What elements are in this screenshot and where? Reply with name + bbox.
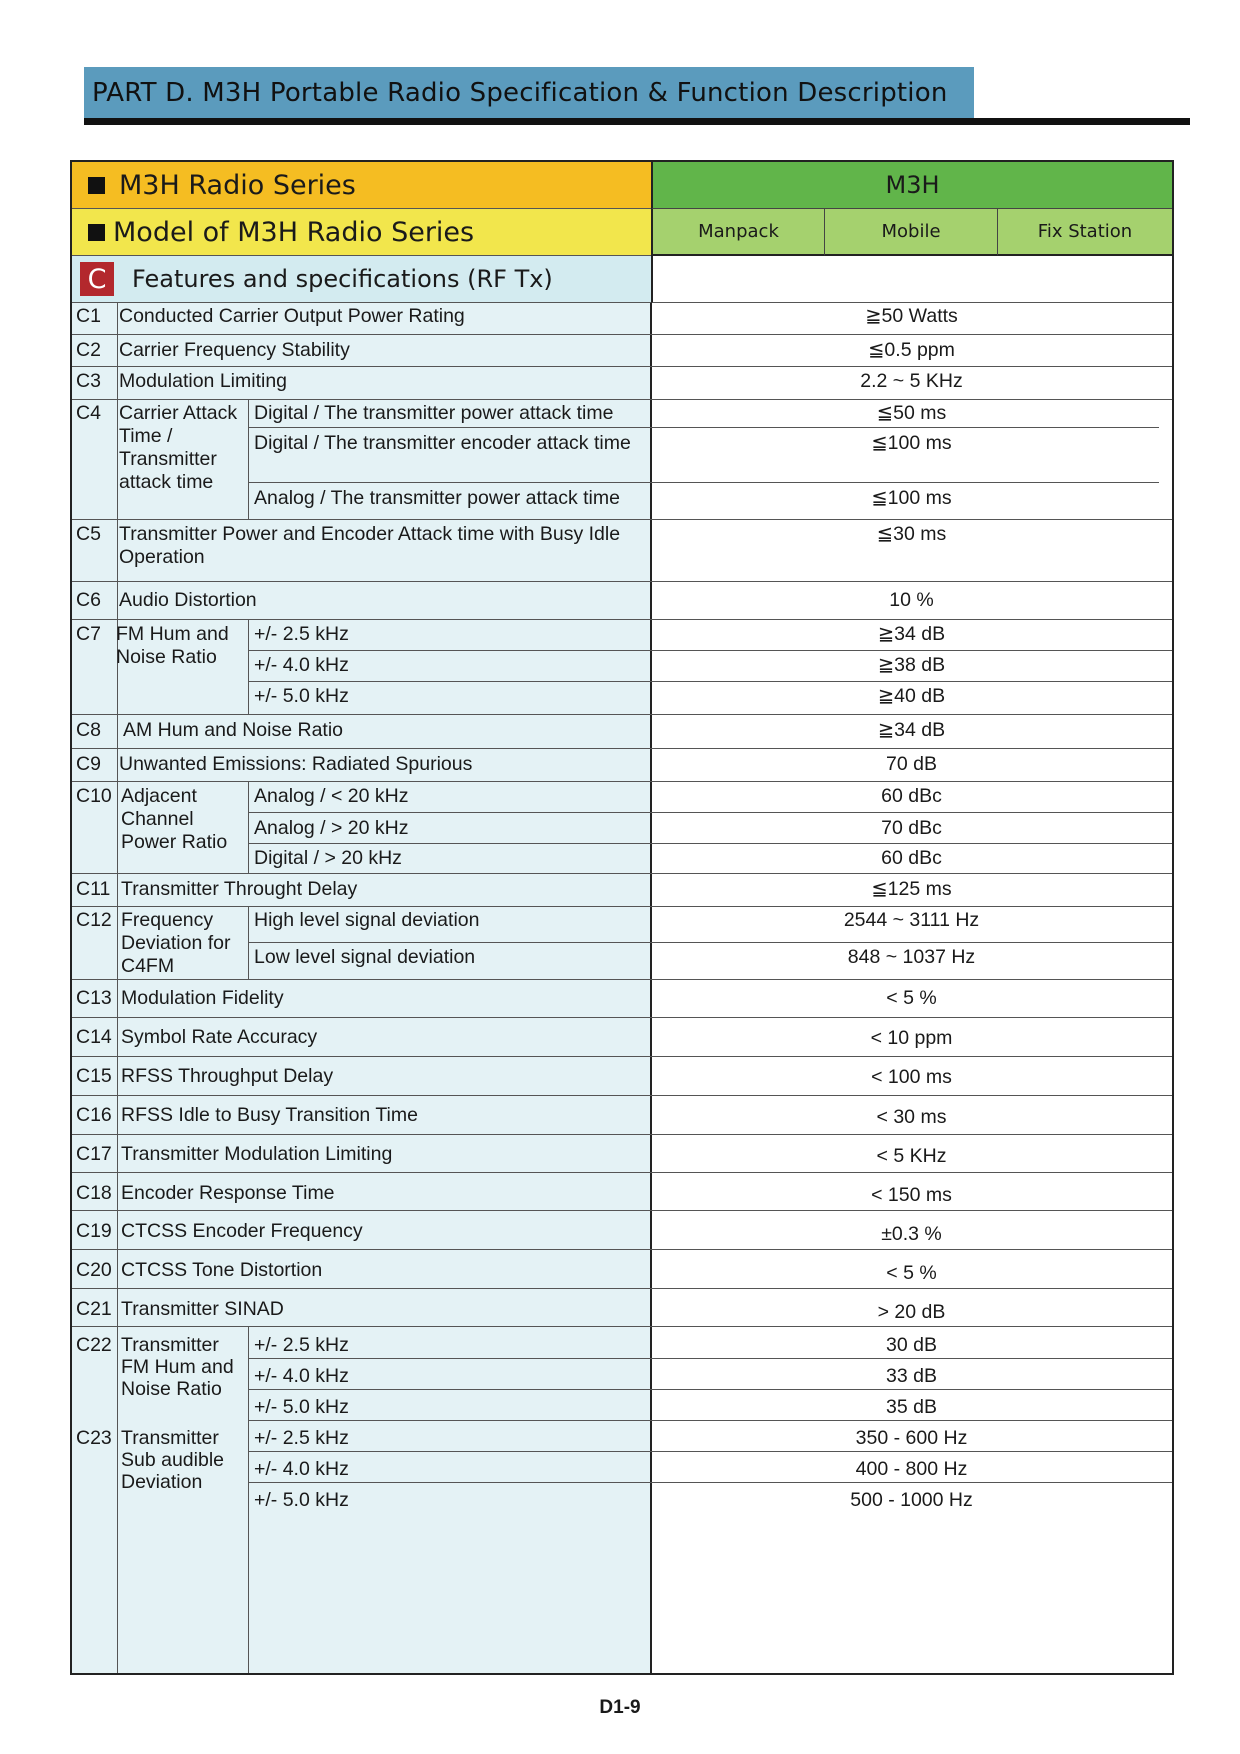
square-bullet-icon: [88, 224, 105, 241]
row-divider: [72, 781, 1172, 782]
variant-fix-station: Fix Station: [997, 209, 1172, 256]
product-header: M3H: [651, 162, 1172, 209]
model-label: Model of M3H Radio Series: [113, 216, 475, 248]
sub-row-divider: [249, 1420, 1172, 1421]
sub-label: Analog / The transmitter power attack time: [254, 487, 620, 509]
row-label: Transmitter SINAD: [121, 1298, 284, 1320]
row-label: CTCSS Encoder Frequency: [121, 1220, 363, 1242]
row-divider: [72, 873, 1172, 874]
row-label: Carrier Attack Time / Transmitter attack time: [119, 402, 238, 493]
row-code: C22: [76, 1334, 112, 1356]
section-badge: C: [80, 262, 114, 296]
c10-sub-divider: [248, 781, 249, 873]
row-value: < 10 ppm: [870, 1027, 953, 1049]
row-code: C20: [76, 1259, 112, 1281]
row-divider: [72, 1172, 1172, 1173]
row-value: < 5 %: [886, 987, 937, 1009]
row-label: Encoder Response Time: [121, 1182, 335, 1204]
row-value: 10 %: [889, 589, 934, 611]
row-label: RFSS Throughput Delay: [121, 1065, 334, 1087]
row-code: C3: [76, 370, 101, 392]
sub-value: 60 dBc: [881, 785, 942, 807]
sub-label: +/- 2.5 kHz: [254, 1427, 349, 1449]
row-code: C17: [76, 1143, 112, 1165]
variant-manpack: Manpack: [651, 209, 824, 256]
row-label: Unwanted Emissions: Radiated Spurious: [119, 753, 473, 775]
sub-row-divider: [249, 942, 1172, 943]
variant-mobile: Mobile: [824, 209, 997, 256]
row-value: ≧34 dB: [877, 719, 946, 741]
c4-sub-divider: [248, 399, 249, 519]
sub-row-divider: [249, 427, 1159, 428]
row-label: Audio Distortion: [119, 589, 257, 611]
sub-row-divider: [249, 843, 1172, 844]
row-value: 70 dB: [886, 753, 937, 775]
code-column-divider: [117, 303, 118, 1673]
row-label: RFSS Idle to Busy Transition Time: [121, 1104, 418, 1126]
sub-value: 30 dB: [886, 1334, 937, 1356]
row-label: Transmitter Sub audible Deviation: [121, 1427, 225, 1493]
sub-row-divider: [249, 1358, 1172, 1359]
row-code: C14: [76, 1026, 112, 1048]
sub-label: Digital / The transmitter encoder attack time: [254, 432, 631, 454]
row-label: FM Hum and Noise Ratio: [116, 623, 229, 668]
section-label: Features and specifications (RF Tx): [132, 265, 553, 293]
row-value: < 30 ms: [876, 1106, 947, 1128]
row-value: ±0.3 %: [881, 1223, 942, 1245]
sub-label: +/- 5.0 kHz: [254, 1489, 349, 1511]
row-divider: [72, 1326, 1172, 1327]
row-code: C18: [76, 1182, 112, 1204]
row-label: Carrier Frequency Stability: [119, 339, 350, 361]
row-code: C12: [76, 909, 112, 931]
sub-value: 848 ~ 1037 Hz: [847, 946, 976, 968]
sub-row-divider: [249, 1482, 1172, 1483]
sub-value: 400 - 800 Hz: [855, 1458, 968, 1480]
sub-row-divider: [249, 812, 1172, 813]
row-divider: [72, 979, 1172, 980]
row-value: ≧50 Watts: [865, 305, 958, 327]
page-title: PART D. M3H Portable Radio Specification & Function Description: [92, 78, 948, 108]
row-label: Modulation Limiting: [119, 370, 288, 392]
row-code: C10: [76, 785, 112, 807]
row-code: C5: [76, 523, 101, 545]
sub-row-divider: [249, 681, 1172, 682]
sub-value: 70 dBc: [881, 817, 942, 839]
sub-label: +/- 4.0 kHz: [254, 1458, 349, 1480]
sub-value: 60 dBc: [881, 847, 942, 869]
c22-c23-sub-divider: [248, 1326, 249, 1673]
series-header: [72, 162, 651, 209]
square-bullet-icon: [88, 177, 105, 194]
model-header: [72, 209, 651, 256]
sub-label: Digital / > 20 kHz: [254, 847, 402, 869]
sub-label: +/- 4.0 kHz: [254, 654, 349, 676]
row-code: C1: [76, 305, 101, 327]
sub-value: 2544 ~ 3111 Hz: [843, 909, 980, 931]
sub-value: ≧38 dB: [877, 654, 946, 676]
row-divider: [72, 334, 1172, 335]
header-rule: [84, 118, 1190, 125]
row-divider: [72, 519, 1172, 520]
row-code: C23: [76, 1427, 112, 1449]
row-label: Adjacent Channel Power Ratio: [121, 785, 228, 853]
row-value: 2.2 ~ 5 KHz: [860, 370, 963, 392]
row-code: C15: [76, 1065, 112, 1087]
row-value: < 150 ms: [871, 1184, 952, 1206]
sub-value: 500 - 1000 Hz: [850, 1489, 973, 1511]
sub-label: +/- 5.0 kHz: [254, 1396, 349, 1418]
sub-value: ≦100 ms: [871, 432, 952, 454]
row-value: < 5 KHz: [876, 1145, 947, 1167]
row-value: < 5 %: [886, 1262, 937, 1284]
row-value: ≦30 ms: [876, 523, 947, 545]
row-code: C9: [76, 753, 101, 775]
sub-label: Analog / > 20 kHz: [254, 817, 409, 839]
row-code: C8: [76, 719, 101, 741]
row-divider: [72, 399, 1172, 400]
sub-label: +/- 5.0 kHz: [254, 685, 349, 707]
row-divider: [72, 1134, 1172, 1135]
row-label: Transmitter Power and Encoder Attack time with Busy Idle Operation: [119, 523, 621, 568]
sub-label: +/- 2.5 kHz: [254, 623, 349, 645]
sub-value: ≧40 dB: [877, 685, 946, 707]
page-number: D1-9: [599, 1697, 641, 1718]
row-code: C2: [76, 339, 101, 361]
row-label: Frequency Deviation for C4FM: [121, 909, 231, 977]
sub-value: 350 - 600 Hz: [855, 1427, 968, 1449]
sub-label: Analog / < 20 kHz: [254, 785, 409, 807]
row-divider: [72, 1017, 1172, 1018]
row-code: C6: [76, 589, 101, 611]
sub-label: Low level signal deviation: [254, 946, 476, 968]
sub-label: +/- 2.5 kHz: [254, 1334, 349, 1356]
sub-value: ≧34 dB: [877, 623, 946, 645]
row-label: CTCSS Tone Distortion: [121, 1259, 323, 1281]
row-divider: [72, 366, 1172, 367]
row-divider: [72, 581, 1172, 582]
sub-value: ≦100 ms: [871, 487, 952, 509]
sub-value: 33 dB: [886, 1365, 937, 1387]
sub-label: +/- 4.0 kHz: [254, 1365, 349, 1387]
row-label: Transmitter Modulation Limiting: [121, 1143, 393, 1165]
row-divider: [72, 1210, 1172, 1211]
row-label: Modulation Fidelity: [121, 987, 284, 1009]
sub-row-divider: [249, 1389, 1172, 1390]
row-value: ≦0.5 ppm: [868, 339, 955, 361]
row-divider: [72, 1056, 1172, 1057]
row-label: Conducted Carrier Output Power Rating: [119, 305, 465, 327]
row-code: C13: [76, 987, 112, 1009]
row-code: C16: [76, 1104, 112, 1126]
row-label: AM Hum and Noise Ratio: [123, 719, 344, 741]
sub-value: 35 dB: [886, 1396, 937, 1418]
sub-row-divider: [249, 482, 1159, 483]
row-divider: [72, 714, 1172, 715]
section-header-blank: [651, 256, 1172, 303]
sub-row-divider: [249, 1451, 1172, 1452]
row-code: C7: [76, 623, 101, 645]
series-label: M3H Radio Series: [119, 169, 356, 201]
row-divider: [72, 748, 1172, 749]
row-divider: [72, 1095, 1172, 1096]
row-divider: [72, 906, 1172, 907]
row-code: C4: [76, 402, 101, 424]
c7-sub-divider: [248, 619, 249, 714]
row-divider: [72, 1249, 1172, 1250]
sub-value: ≦50 ms: [876, 402, 947, 424]
row-divider: [72, 1288, 1172, 1289]
row-value: ≦125 ms: [871, 878, 952, 900]
section-header: [72, 256, 651, 303]
sub-label: Digital / The transmitter power attack time: [254, 402, 614, 424]
row-value: < 100 ms: [871, 1066, 952, 1088]
row-code: C19: [76, 1220, 112, 1242]
row-label: Transmitter Throught Delay: [121, 878, 358, 900]
row-label: Symbol Rate Accuracy: [121, 1026, 318, 1048]
sub-label: High level signal deviation: [254, 909, 480, 931]
row-value: > 20 dB: [877, 1301, 946, 1323]
row-divider: [72, 619, 1172, 620]
row-code: C21: [76, 1298, 112, 1320]
row-label: Transmitter FM Hum and Noise Ratio: [121, 1334, 234, 1400]
sub-row-divider: [249, 650, 1172, 651]
row-code: C11: [76, 878, 111, 900]
